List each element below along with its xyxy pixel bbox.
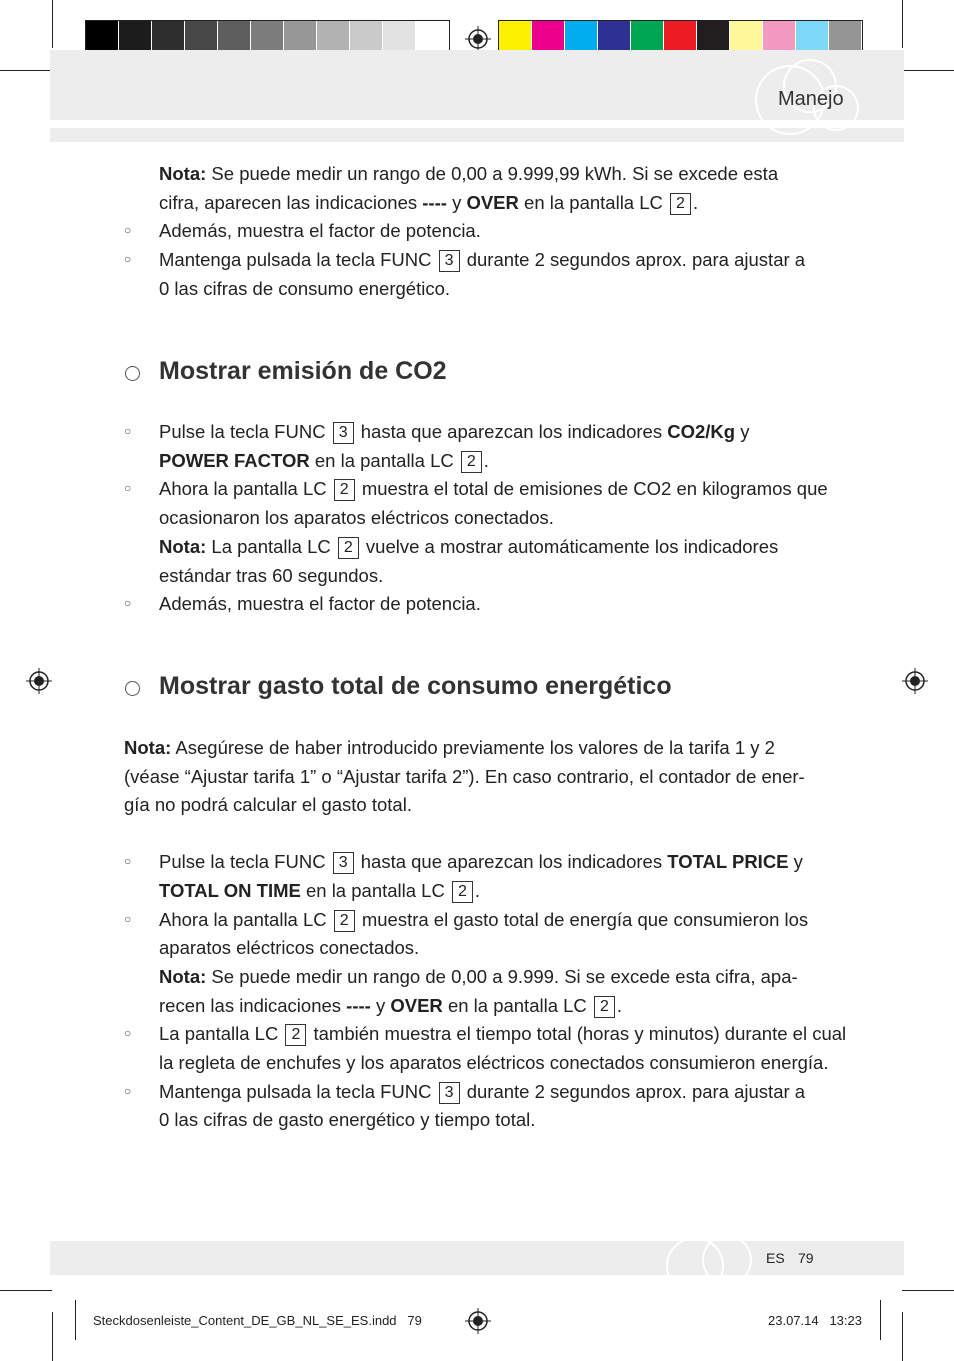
- bullet-icon: ○: [124, 854, 132, 868]
- cost-bullet-3-line-2: la regleta de enchufes y los aparatos eléctricos conectados consumieron energía.: [159, 1052, 829, 1073]
- key-ref-box: 3: [439, 250, 460, 272]
- co2-bullet-1: Pulse la tecla FUNC 3 hasta que aparezcan los indicadores CO2/Kg y: [159, 421, 750, 442]
- registration-mark-icon: [26, 668, 52, 694]
- cost-bullet-1: Pulse la tecla FUNC 3 hasta que aparezcan los indicadores TOTAL PRICE y: [159, 851, 803, 872]
- co2-note: Nota: La pantalla LC 2 vuelve a mostrar automáticamente los indicadores: [159, 536, 779, 557]
- co2-note-line-2: estándar tras 60 segundos.: [159, 565, 384, 586]
- bullet-icon: ○: [124, 252, 132, 266]
- section-title: Manejo: [778, 88, 844, 110]
- slug-filename: Steckdosenleiste_Content_DE_GB_NL_SE_ES.indd 79: [93, 1313, 422, 1328]
- display-ref-box: 2: [285, 1024, 306, 1046]
- language-code: ES: [766, 1250, 785, 1266]
- cost-note-2-line-2: recen las indicaciones ---- y OVER en la pantalla LC 2 .: [159, 995, 622, 1016]
- heading-bullet-icon: [125, 681, 140, 696]
- bullet-icon: ○: [124, 596, 132, 610]
- cost-bullet-1-line-2: TOTAL ON TIME en la pantalla LC 2 .: [159, 880, 481, 901]
- co2-heading: Mostrar emisión de CO2: [159, 357, 447, 385]
- cost-bullet-2: Ahora la pantalla LC 2 muestra el gasto total de energía que consumieron los: [159, 909, 809, 930]
- cost-bullet-3: La pantalla LC 2 también muestra el tiempo total (horas y minutos) durante el cual: [159, 1023, 847, 1044]
- display-ref-box: 2: [461, 451, 482, 473]
- bullet-icon: ○: [124, 481, 132, 495]
- key-ref-box: 3: [333, 852, 354, 874]
- display-ref-box: 2: [334, 479, 355, 501]
- cost-note-2: Nota: Se puede medir un rango de 0,00 a 9.999. Si se excede esta cifra, apa-: [159, 966, 798, 987]
- display-ref-box: 2: [338, 537, 359, 559]
- intro-note-line-1: Nota: Se puede medir un rango de 0,00 a 9.999,99 kWh. Si se excede esta: [159, 163, 779, 184]
- registration-mark-icon: [465, 1308, 491, 1334]
- cost-note-line-2: (véase “Ajustar tarifa 1” o “Ajustar tarifa 2”). En caso contrario, el contador de ener-: [124, 766, 805, 787]
- cost-note-line-1: Nota: Asegúrese de haber introducido previamente los valores de la tarifa 1 y 2: [124, 737, 775, 758]
- registration-mark-icon: [465, 26, 491, 52]
- key-ref-box: 3: [333, 422, 354, 444]
- intro-note-line-2: cifra, aparecen las indicaciones ---- y OVER en la pantalla LC 2 .: [159, 192, 699, 213]
- bullet-icon: ○: [124, 1026, 132, 1040]
- cost-bullet-2-line-2: aparatos eléctricos conectados.: [159, 937, 420, 958]
- co2-bullet-1-line-2: POWER FACTOR en la pantalla LC 2 .: [159, 450, 489, 471]
- key-ref-box: 3: [439, 1082, 460, 1104]
- page-number: 79: [798, 1250, 814, 1266]
- cost-note-line-3: gía no podrá calcular el gasto total.: [124, 794, 412, 815]
- bullet-icon: ○: [124, 1084, 132, 1098]
- intro-bullet-2: Mantenga pulsada la tecla FUNC 3 durante 2 segundos aprox. para ajustar a: [159, 249, 806, 270]
- co2-bullet-2: Ahora la pantalla LC 2 muestra el total de emisiones de CO2 en kilogramos que: [159, 478, 828, 499]
- display-ref-box: 2: [670, 193, 691, 215]
- co2-bullet-3: Además, muestra el factor de potencia.: [159, 593, 481, 614]
- cost-heading: Mostrar gasto total de consumo energético: [159, 672, 672, 700]
- bullet-icon: ○: [124, 223, 132, 237]
- bullet-icon: ○: [124, 424, 132, 438]
- cost-bullet-4-line-2: 0 las cifras de gasto energético y tiempo total.: [159, 1109, 536, 1130]
- heading-bullet-icon: [125, 366, 140, 381]
- display-ref-box: 2: [334, 910, 355, 932]
- intro-bullet-1: Además, muestra el factor de potencia.: [159, 220, 481, 241]
- slug-timestamp: 23.07.14 13:23: [768, 1313, 862, 1328]
- bullet-icon: ○: [124, 912, 132, 926]
- co2-bullet-2-line-2: ocasionaron los aparatos eléctricos conectados.: [159, 507, 554, 528]
- display-ref-box: 2: [594, 996, 615, 1018]
- display-ref-box: 2: [452, 881, 473, 903]
- intro-bullet-2-line-2: 0 las cifras de consumo energético.: [159, 278, 451, 299]
- registration-mark-icon: [902, 668, 928, 694]
- cost-bullet-4: Mantenga pulsada la tecla FUNC 3 durante 2 segundos aprox. para ajustar a: [159, 1081, 806, 1102]
- decorative-circles-icon: [665, 1226, 775, 1276]
